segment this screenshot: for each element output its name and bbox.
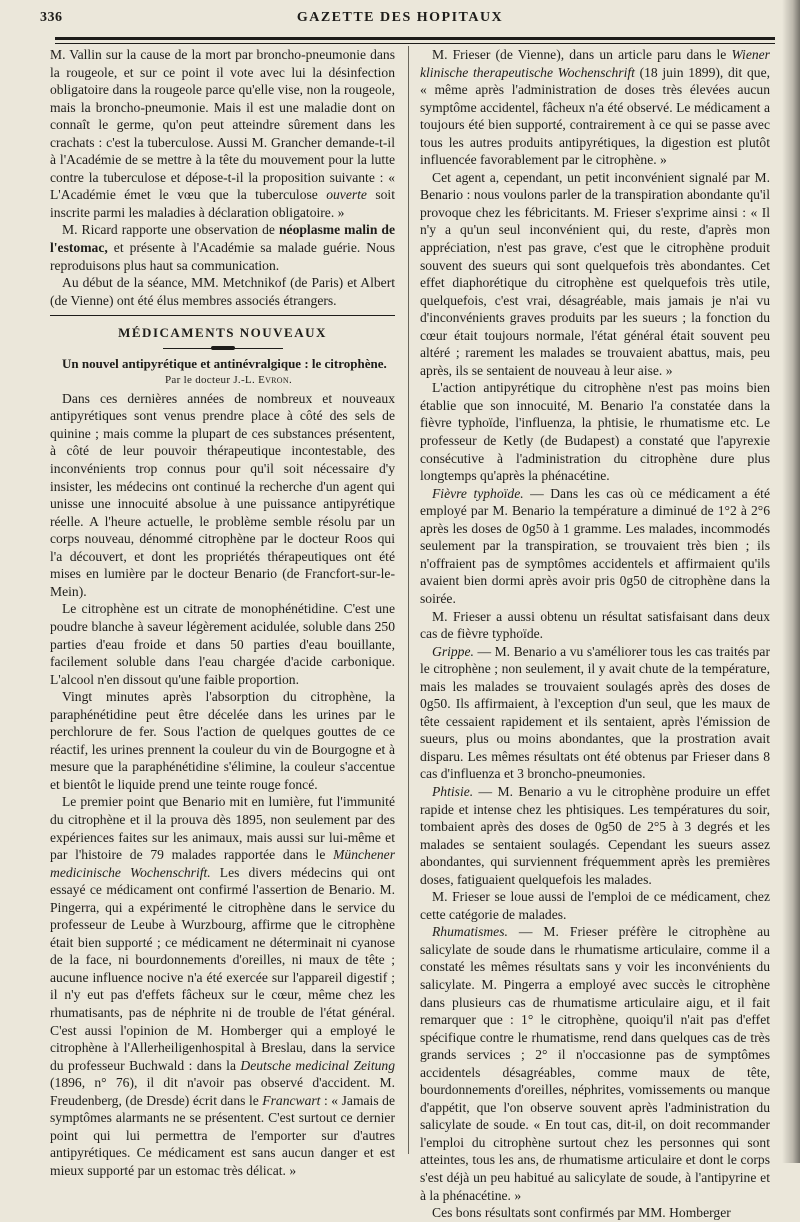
page-fold-shadow — [782, 0, 800, 1163]
paragraph-frieser-typhoide: M. Frieser a aussi obtenu un résultat satisfaisant dans deux cas de fièvre typhoïde. — [420, 608, 770, 642]
header-rule-thick — [55, 37, 775, 40]
paragraph-benario: Le premier point que Benario mit en lumière, fut l'immunité du citrophène et il la prouva dès 1895, non seulement par des expériences faites sur les animaux, mais aussi sur lui-même et par l'histoire de 79 malades rapportée dans le Münchener medicinische Wochenschrift. Les divers médecins qui ont essayé ce médicament ont confirmé l'assertion de Benario. M. Pingerra, qui a expérimenté le citrophène dans le service du professeur de Leube à Wurzbourg, affirme que le citrophène était bien supporté ; ce médicament ne déterminait ni cyanose de la face, ni bourdonnements d'oreilles, ni maux de tête ; aucune influence nocive n'a été exercée sur l'appareil digestif ; il n'y eut pas d'effets fâcheux sur le cœur, même chez les rhumatisants, pas de néphrite ni de trouble de l'état général. C'est aussi l'opinion de M. Homberger qui a employé le citrophène à l'Allerheiligenhospital à Breslau, dans la service du professeur Buchwald : dans la Deutsche medicinal Zeitung (1896, n° 76), il dit n'avoir pas observé d'accident. M. Freudenberg, (de Dresde) écrit dans le Francwart : « Jamais de symptômes alarmants ne se présentent. C'est surtout ce dernier point qui lui permettra de l'emporter sur d'autres antipyrétiques. Ce médicament est sans aucun danger et est mieux supporté par un estomac très délicat. » — [50, 794, 395, 1178]
paragraph-citrate: Le citrophène est un citrate de monophénétidine. C'est une poudre blanche à saveur légèrement acidulée, soluble dans 250 parties d'eau froide et dans 50 parties d'eau bouillante, facilement soluble dans l'eau chargée d'acide carbonique. L'alcool n'en dissout qu'une faible proportion. — [50, 601, 395, 687]
paragraph-ricard: M. Ricard rapporte une observation de néoplasme malin de l'estomac, et présente à l'Académie sa malade guérie. Nous reproduisons plus haut sa communication. — [50, 222, 395, 273]
paragraph-last-line: Ces bons résultats sont confirmés par MM. Homberger — [432, 1205, 731, 1221]
right-column — [420, 46, 770, 1222]
page-header — [0, 6, 800, 30]
running-title: GAZETTE DES HOPITAUX — [296, 10, 504, 25]
paragraph-frieser-loue: M. Frieser se loue aussi de l'emploi de ce médicament, chez cette catégorie de malades. — [420, 889, 770, 922]
section-title: MÉDICAMENTS NOUVEAUX — [118, 325, 327, 341]
left-column — [50, 46, 395, 1179]
header-rule-thin — [55, 43, 775, 44]
paragraph-grippe: Grippe. — M. Benario a vu s'améliorer tous les cas traités par le citrophène ; non seulement, il y avait chute de la température, mais les malades se trouvaient soulagés après des doses de 0g50. Ils affirmaient, à l'exception d'un seul, que les maux de tête cessaient rapidement et ils sentaient, après l'émission de sueurs, plus ou moins abondantes, que la prostration avait disparu. Les mêmes résultats ont été obtenus par Frieser dans 8 cas d'influenza et 3 broncho-pneumonies. — [420, 643, 770, 782]
paragraph-rhumatismes: Rhumatismes. — M. Frieser préfère le citrophène au salicylate de soude dans le rhumatisme articulaire, comme il a constaté les mêmes résultats sans y voir les inconvénients du salicylate. M. Pingerra a employé avec succès le citrophène dans plusieurs cas de rhumatisme articulaire aigu, et il fait remarquer que : 1° le citrophène, quoiqu'il n'ait pas d'effet spécifique contre le rhumatisme, rend dans quelques cas de très grands services ; 2° il n'occasionne pas de symptômes accidentels désagréables, comme maux de tête, bourdonnements d'oreilles, néphrites, vomissements ou manque d'appétit, que l'on observe souvent après l'administration du salicylate de soude. « En tout cas, dit-il, on doit recommander l'emploi du citrophène surtout chez les personnes qui sont atteintes, tous les ans, de rhumatisme articulaire et dont le corps s'est déjà un peu habitué au salicylate de soude, à l'antipyrine et à la phénacétine. » — [420, 924, 770, 1203]
paragraph-vallin: M. Vallin sur la cause de la mort par broncho-pneumonie dans la rougeole, et sur ce point il vote avec lui la désinfection obligatoire dans la rougeole parce qu'elle vise, non la rougeole, mais la broncho-pneumonie. Mais il est une maladie dont on connaît le germe, qu'on peut atteindre sûrement dans les crachats : c'est la tuberculose. Aussi M. Grancher demande-t-il à l'Académie de se mettre à la tête du mouvement pour la lutte contre la tuberculose et dépose-t-il la proposition suivante : « L'Académie émet le vœu que la tuberculose ouverte soit inscrite parmi les maladies à déclaration obligatoire. » — [50, 47, 395, 220]
paragraph-frieser: M. Frieser (de Vienne), dans un article paru dans le Wiener klinische therapeutische Wochenschrift (18 juin 1899), dit que, « même après l'administration de doses très élevées aucun symptôme accidentel, fâcheux n'a été observé. Le médicament a toujours été bien supporté, contrairement à ce qui se passe avec tous les autres produits antipyrétiques, la digestion est plutôt influencée favorablement par le citrophène. » — [420, 47, 770, 168]
paragraph-urines: Vingt minutes après l'absorption du citrophène, la paraphénétidine peut être décelée dans les urines par le perchlorure de fer. Sous l'action de quelques gouttes de ce réactif, les urines prennent la couleur du vin de Bourgogne et à mesure que la paraphénétidine s'élimine, la couleur s'accentue et bientôt le liquide prend une teinte rouge foncé. — [50, 689, 395, 792]
paragraph-action: L'action antipyrétique du citrophène n'est pas moins bien établie que son innocuité, M. Benario l'a constatée dans la fièvre typhoïde, l'influenza, la phtisie, le rhumatisme etc. Le professeur de Ketly (de Budapest) a constaté que l'apyrexie consécutive à l'administration du citrophène dure plus longtemps qu'après la phénacétine. — [420, 380, 770, 484]
paragraph-seance: Au début de la séance, MM. Metchnikof (de Paris) et Albert (de Vienne) ont été élus membres associés étrangers. — [50, 275, 395, 308]
paragraph-typhoide: Fièvre typhoïde. — Dans les cas où ce médicament a été employé par M. Benario la température a diminué de 1°2 à 2°6 après les doses de 0g50 à 1 gramme. Les malades, incommodés seulement par la transpiration, se trouvaient très bien ; ils n'offraient pas de symptômes accidentels et affirmaient qu'ils avaient bien dormi après avoir pris 0g50 de citrophène dans la soirée. — [420, 485, 770, 606]
paragraph-intro: Dans ces dernières années de nombreux et nouveaux antipyrétiques sont venus prendre place à côté des sels de quinine ; mais comme la plupart de ces substances présentent, à côté de leur pouvoir thérapeutique incontestable, des inconvénients trop connus pour qu'il soit nécessaire d'y insister, les médecins ont continué la recherche d'un agent qui unisse une innocuité absolue à une puissance antipyrétique réelle. A l'heure actuelle, le problème semble résolu par un corps nouveau, dénommé citrophène par le docteur Roos qui l'a découvert, et dont les propriétés thérapeutiques ont été mises en lumière par le docteur Benario (de Francfort-sur-le-Mein). — [50, 390, 395, 599]
section-rule — [50, 315, 395, 316]
column-divider — [408, 46, 409, 1154]
paragraph-agent: Cet agent a, cependant, un petit inconvénient signalé par M. Benario : nous voulons parler de la transpiration abondante qu'il provoque chez les fébricitants. M. Frieser s'exprime ainsi : « Il n'y a qu'un seul inconvénient qui, du reste, d'après mon appréciation, n'est pas grave, c'est que le citrophène produit souvent des sueurs qui sont quelquefois très abondantes. Cet effet diaphorétique du citrophène est quelquefois très utile, quelquefois, c'est vrai, désagréable, mais jamais je n'ai vu d'inconvénients graves produits par les sueurs ; la fonction du cœur était toujours normale, l'état général était souvent peu altéré ; rarement les malades se trouvaient abattus, mais, peu après, ils se sentaient de nouveau à leur aise. » — [420, 169, 770, 378]
article-byline: Par le docteur J.-L. Evron. — [165, 374, 292, 387]
page-number: 336 — [40, 10, 63, 25]
paragraph-phtisie: Phtisie. — M. Benario a vu le citrophène produire un effet rapide et intense chez les phtisiques. Les températures du soir, tombaient après des doses de 0g50 de 2°5 à 3 degrés et les malades se sentaient soulagés. Cependant les sueurs assez abondantes, qui surviennent fréquemment après les premières doses, fatiguaient quelquefois les malades. — [420, 783, 770, 887]
article-title: Un nouvel antipyrétique et antinévralgique : le citrophène. — [62, 355, 387, 371]
section-ornament-rule — [163, 348, 283, 349]
